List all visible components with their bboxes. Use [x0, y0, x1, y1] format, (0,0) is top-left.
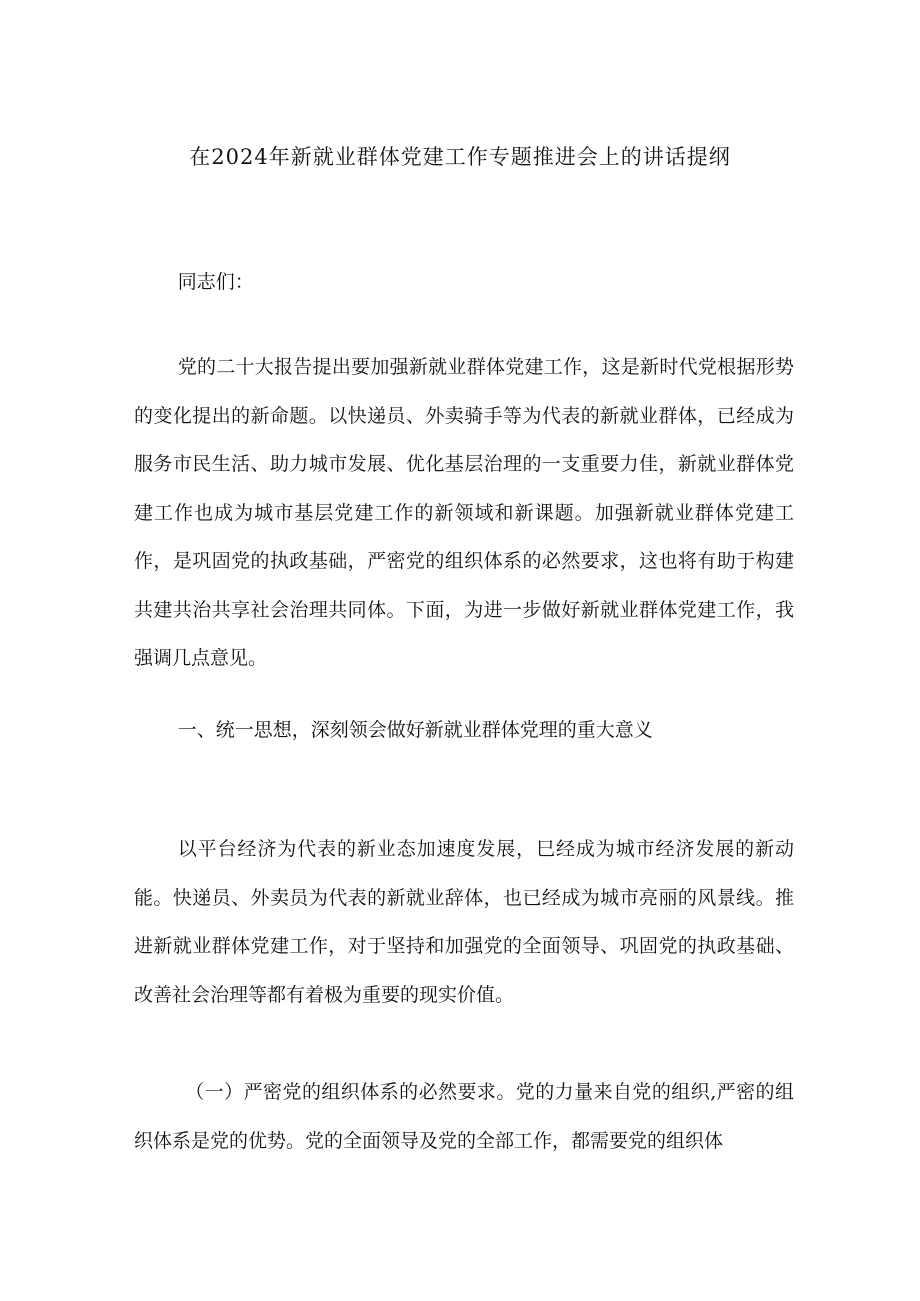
- paragraph-intro: 党的二十大报告提出要加强新就业群体党建工作，这是新时代党根据形势的变化提出的新命题。以快递员、外卖骑手等为代表的新就业群体，已经成为服务市民生活、助力城市发展、优化基层治理的一支重要力佳，新就业群体党建工作也成为城市基层党建工作的新领域和新课题。加强新就业群体党建工作，是巩固党的执政基础，严密党的组织体系的必然要求，这也将有助于构建共建共治共享社会治理共同体。下面，为进一步做好新就业群体党建工作，我强调几点意见。: [134, 356, 794, 669]
- document-title: 在2024年新就业群体党建工作专题推进会上的讲话提纲: [189, 145, 731, 169]
- paragraph-subsection-1: （一）严密党的组织体系的必然要求。党的力量来自党的组织,严密的组织体系是党的优势。党的全面领导及党的全部工作，都需要党的组织体: [134, 1081, 794, 1152]
- salutation: 同志们：: [177, 271, 254, 293]
- section-heading-1: 一、统一思想，深刻领会做好新就业群体党理的重大意义: [177, 719, 653, 741]
- paragraph-section-1: 以平台经济为代表的新业态加速度发展，巳经成为城市经济发展的新动能。快递员、外卖员为代表的新就业辞体，也已经成为城市亮丽的风景线。推进新就业群体党建工作，对于坚持和加强党的全面领导、巩固党的执政基础、改善社会治理等都有着极为重要的现实价值。: [134, 838, 794, 1006]
